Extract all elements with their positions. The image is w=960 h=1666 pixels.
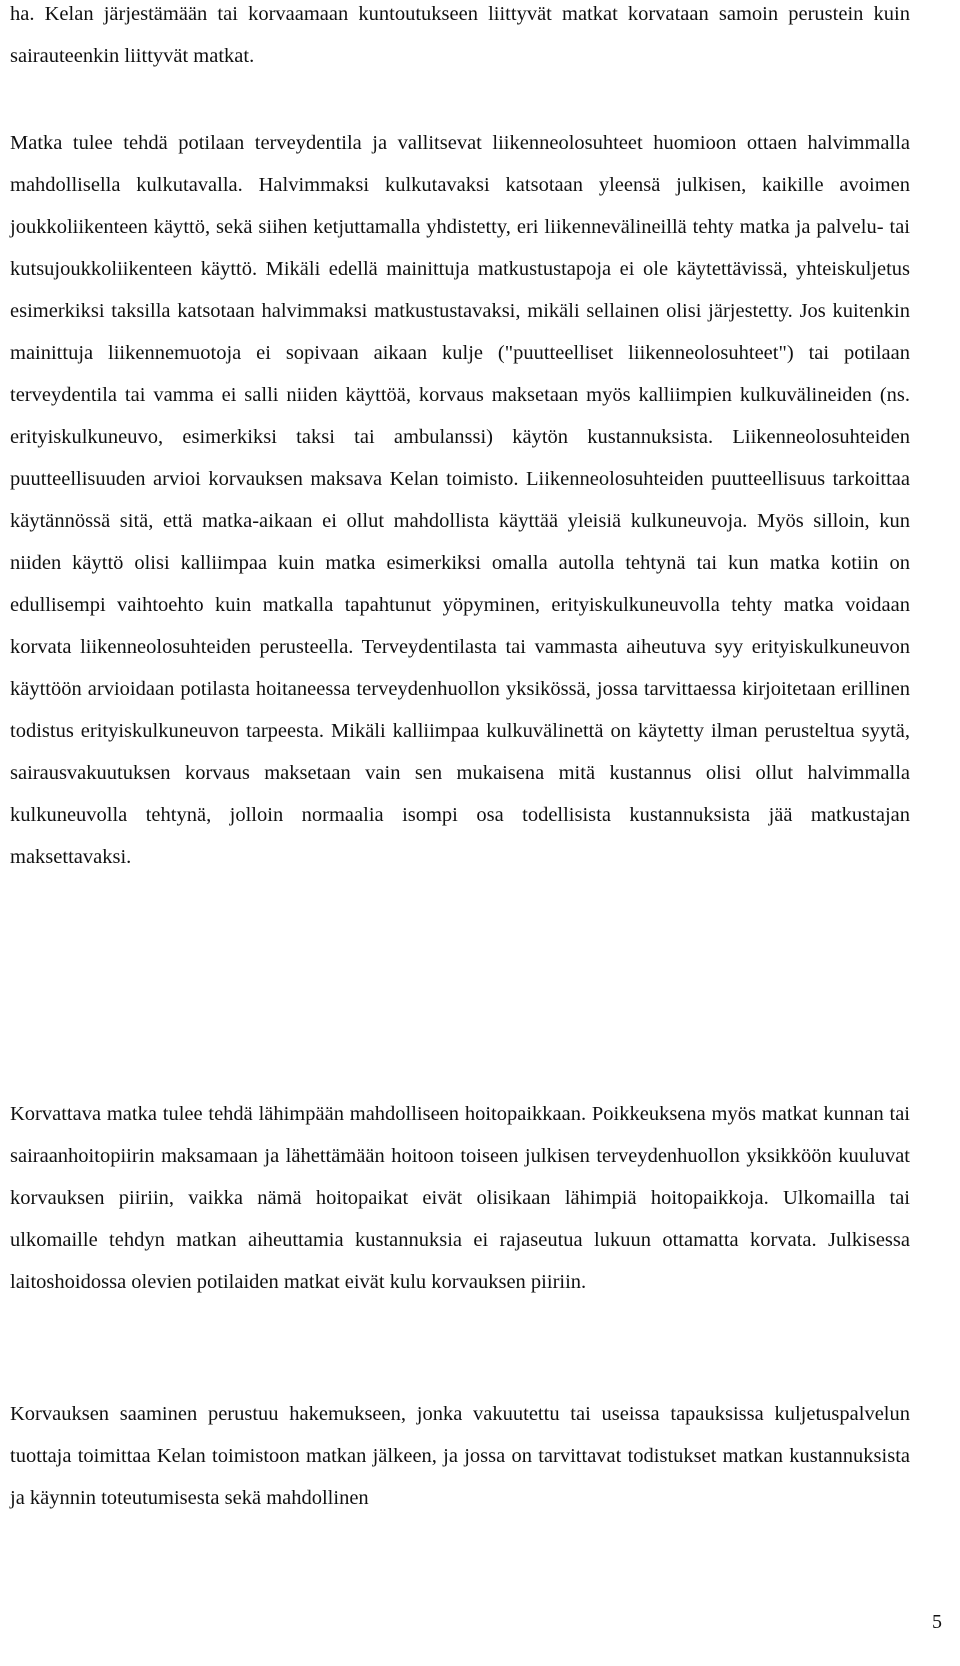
paragraph-korvaushakemus: Korvauksen saaminen perustuu hakemukseen, jonka vakuutettu tai useissa tapauksissa kuljetuspalvelun tuottaja toimittaa Kelan toimistoon matkan jälkeen, ja jossa on tarvittavat todistukset matkan kustannuksista ja käynnin toteutumisesta sekä mahdollinen (10, 1403, 910, 1509)
page-number: 5 (932, 1611, 942, 1633)
paragraph-halvin-kulkutapa: Matka tulee tehdä potilaan terveydentila ja vallitsevat liikenneolosuhteet huomioon ottaen halvimmalla mahdollisella kulkutavalla. Halvimmaksi kulkutavaksi katsotaan yleensä julkisen, kaikille avoimen joukkoliikenteen käyttö, sekä siihen ketjuttamalla yhdistetty, eri liikennevälineillä tehty matka ja palvelu- tai kutsujoukkoliikenteen käyttö. Mikäli edellä mainittuja matkustustapoja ei ole käytettävissä, yhteiskuljetus esimerkiksi taksilla katsotaan halvimmaksi matkustustavaksi, mikäli sellainen olisi järjestetty. Jos kuitenkin mainittuja liikennemuotoja ei sopivaan aikaan kulje ("puutteelliset liikenneolosuhteet") tai potilaan terveydentila tai vamma ei salli niiden käyttöä, korvaus maksetaan myös kalliimpien kulkuvälineiden (ns. erityiskulkuneuvo, esimerkiksi taksi tai ambulanssi) käytön kustannuksista. Liikenneolosuhteiden puutteellisuuden arvioi korvauksen maksava Kelan toimisto. Liikenneolosuhteiden puutteellisuus tarkoittaa käytännössä sitä, että matka-aikaan ei ollut mahdollista käyttää yleisiä kulkuneuvoja. Myös silloin, kun niiden käyttö olisi kalliimpaa kuin matka esimerkiksi omalla autolla tehtynä tai kun matka kotiin on edullisempi vaihtoehto kuin matkalla tapahtunut yöpyminen, erityiskulkuneuvolla tehty matka voidaan korvata liikenneolosuhteiden perusteella. Terveydentilasta tai vammasta aiheutuva syy erityiskulkuneuvon käyttöön arvioidaan potilasta hoitaneessa terveydenhuollon yksikössä, jossa tarvittaessa kirjoitetaan erillinen todistus erityiskulkuneuvon tarpeesta. Mikäli kalliimpaa kulkuvälinettä on käytetty ilman perusteltua syytä, sairausvakuutuksen korvaus maksetaan vain sen mukaisena mitä kustannus olisi ollut halvimmalla kulkuneuvolla tehtynä, jolloin normaalia isompi osa todellisista kustannuksista jää matkustajan maksettavaksi. (10, 132, 910, 868)
paragraph-kuntoutus-matkat: ha. Kelan järjestämään tai korvaamaan kuntoutukseen liittyvät matkat korvataan samoin perustein kuin sairauteenkin liittyvät matkat. (10, 3, 910, 67)
paragraph-lahin-hoitopaikka: Korvattava matka tulee tehdä lähimpään mahdolliseen hoitopaikkaan. Poikkeuksena myös matkat kunnan tai sairaanhoitopiirin maksamaan ja lähettämään hoitoon toiseen julkisen terveydenhuollon yksikköön kuuluvat korvauksen piiriin, vaikka nämä hoitopaikat eivät olisikaan lähimpiä hoitopaikkoja. Ulkomailla tai ulkomaille tehdyn matkan aiheuttamia kustannuksia ei rajaseutua lukuun ottamatta korvata. Julkisessa laitoshoidossa olevien potilaiden matkat eivät kulu korvauksen piiriin. (10, 1103, 910, 1293)
